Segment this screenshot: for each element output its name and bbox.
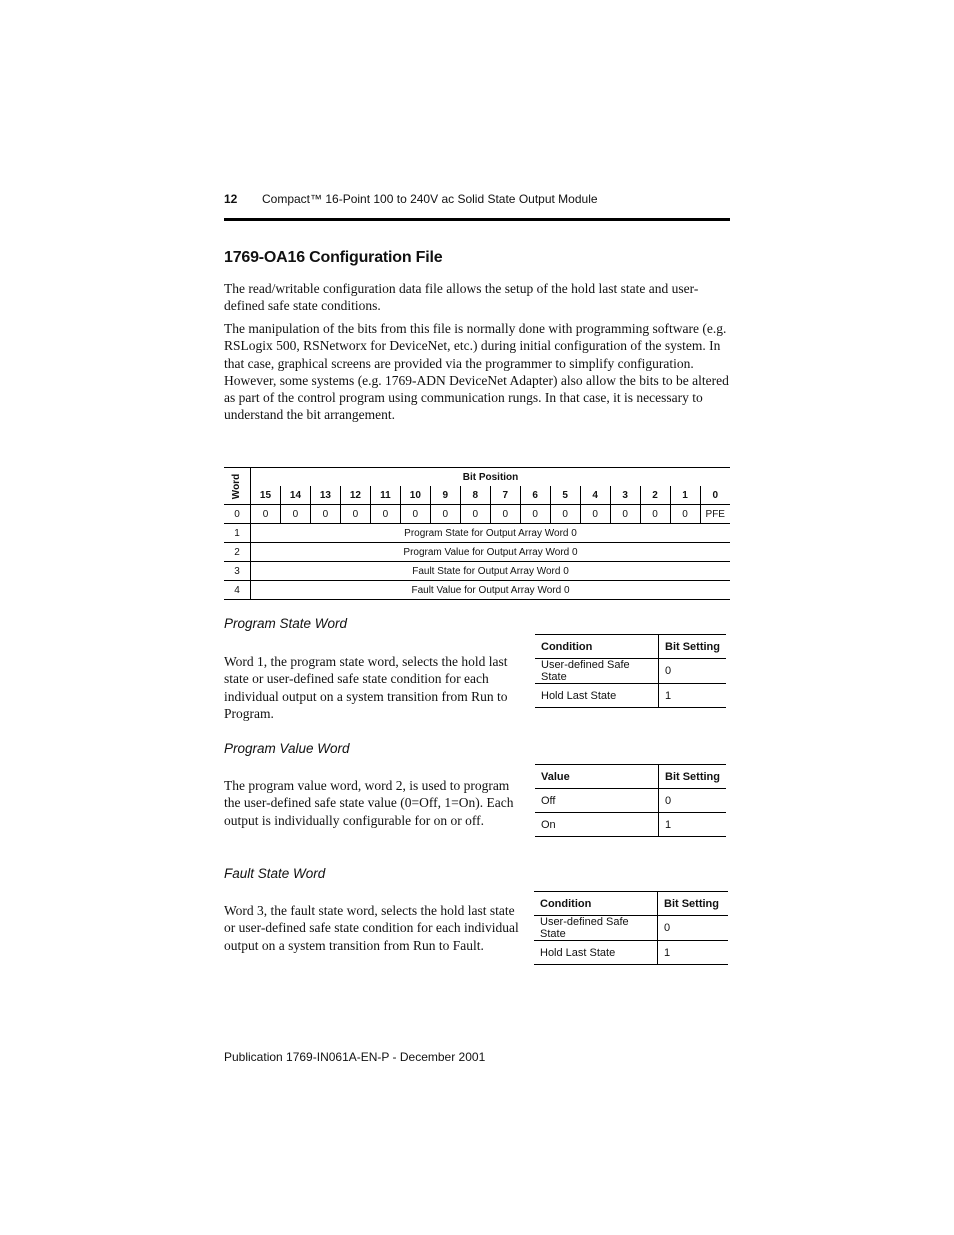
table-row <box>535 789 726 813</box>
word-description: Program State for Output Array Word 0 <box>251 524 731 543</box>
publication-footer: Publication 1769-IN061A-EN-P - December 2001 <box>224 1050 486 1064</box>
word-label: Word <box>231 473 243 499</box>
word-number: 1 <box>224 524 251 543</box>
bit-value: 0 <box>370 505 400 524</box>
section-title: 1769-OA16 Configuration File <box>224 249 443 266</box>
word-number: 2 <box>224 543 251 562</box>
bit-number-row <box>224 486 730 505</box>
bit-number: 15 <box>251 486 281 505</box>
bit-number: 9 <box>430 486 460 505</box>
bit-number: 11 <box>370 486 400 505</box>
table-cell: 0 <box>659 789 727 813</box>
bit-value: 0 <box>340 505 370 524</box>
bit-number: 6 <box>520 486 550 505</box>
bit-value: 0 <box>310 505 340 524</box>
table-cell: 1 <box>659 684 727 708</box>
bit-value: 0 <box>520 505 550 524</box>
table-cell: Off <box>535 789 659 813</box>
fault-state-heading: Fault State Word <box>224 866 326 881</box>
word-number: 4 <box>224 581 251 600</box>
bit-value: 0 <box>670 505 700 524</box>
table-cell: User-defined Safe State <box>534 916 658 941</box>
program-state-text: Word 1, the program state word, selects the hold last state or user-defined safe state condition for each individual output on a system transition from Run to Program. <box>224 654 508 721</box>
bit-value: 0 <box>490 505 520 524</box>
column-header: Condition <box>535 635 659 659</box>
table-row <box>224 505 730 524</box>
table-row <box>534 916 728 941</box>
intro-paragraph: The read/writable configuration data file allows the setup of the hold last state and user-defined safe state conditions. <box>224 281 699 314</box>
bit-number: 10 <box>400 486 430 505</box>
table-row <box>535 659 726 684</box>
table-cell: 1 <box>658 941 729 965</box>
word-number: 0 <box>224 505 251 524</box>
bit-number: 13 <box>310 486 340 505</box>
bit-number: 12 <box>340 486 370 505</box>
bit-value: 0 <box>460 505 490 524</box>
table-row <box>535 813 726 837</box>
bit-position-header: Bit Position <box>251 468 731 487</box>
bit-value: 0 <box>430 505 460 524</box>
table-cell: User-defined Safe State <box>535 659 659 684</box>
table-cell: 1 <box>659 813 727 837</box>
table-row <box>535 684 726 708</box>
column-header: Bit Setting <box>658 892 729 916</box>
bit-value: 0 <box>640 505 670 524</box>
bit-value: 0 <box>550 505 580 524</box>
program-state-table <box>535 634 726 708</box>
bit-number: 7 <box>490 486 520 505</box>
table-cell: 0 <box>658 916 729 941</box>
column-header: Bit Setting <box>659 635 727 659</box>
program-value-heading: Program Value Word <box>224 741 350 756</box>
table-cell: 0 <box>659 659 727 684</box>
word-number: 3 <box>224 562 251 581</box>
bit-number: 3 <box>610 486 640 505</box>
column-header: Value <box>535 765 659 789</box>
program-value-table <box>535 764 726 837</box>
bit-number: 5 <box>550 486 580 505</box>
bit-layout-table <box>224 467 730 600</box>
bit-number: 14 <box>280 486 310 505</box>
table-cell: Hold Last State <box>535 684 659 708</box>
word-description: Fault Value for Output Array Word 0 <box>251 581 731 600</box>
table-row <box>224 524 730 543</box>
bit-number: 1 <box>670 486 700 505</box>
table-cell: On <box>535 813 659 837</box>
word-description: Fault State for Output Array Word 0 <box>251 562 731 581</box>
table-row <box>534 941 728 965</box>
bit-value: 0 <box>400 505 430 524</box>
program-value-text: The program value word, word 2, is used to program the user-defined safe state value (0=Off, 1=On). Each output is individually configurable for on or off. <box>224 778 514 828</box>
bit-number: 0 <box>700 486 730 505</box>
page-number: 12 <box>224 192 238 206</box>
bit-value: 0 <box>280 505 310 524</box>
bit-value: PFE <box>700 505 730 524</box>
bit-number: 2 <box>640 486 670 505</box>
column-header: Bit Setting <box>659 765 727 789</box>
bit-number: 4 <box>580 486 610 505</box>
table-row <box>224 581 730 600</box>
page-header <box>224 192 730 221</box>
bit-value: 0 <box>610 505 640 524</box>
word-description: Program Value for Output Array Word 0 <box>251 543 731 562</box>
fault-state-text: Word 3, the fault state word, selects the hold last state or user-defined safe state condition for each individual output on a system transition from Run to Fault. <box>224 903 519 953</box>
table-row <box>224 562 730 581</box>
bit-value: 0 <box>580 505 610 524</box>
bit-number: 8 <box>460 486 490 505</box>
table-row <box>224 543 730 562</box>
bit-value: 0 <box>251 505 281 524</box>
table-cell: Hold Last State <box>534 941 658 965</box>
fault-state-table <box>534 891 728 965</box>
running-title: Compact™ 16-Point 100 to 240V ac Solid State Output Module <box>262 192 598 206</box>
program-state-heading: Program State Word <box>224 616 348 631</box>
word-column-header <box>224 468 251 505</box>
column-header: Condition <box>534 892 658 916</box>
manipulation-paragraph: The manipulation of the bits from this file is normally done with programming software (e.g. RSLogix 500, RSNetworx for DeviceNet, etc.) during initial configuration of the system. In that case, graphical screens are provided via the programmer to simplify configuration. However, some systems (e.g. 1769-ADN DeviceNet Adapter) also allow the bits to be altered as part of the control program using communication rungs. In that case, it is necessary to understand the bit arrangement. <box>224 321 729 423</box>
